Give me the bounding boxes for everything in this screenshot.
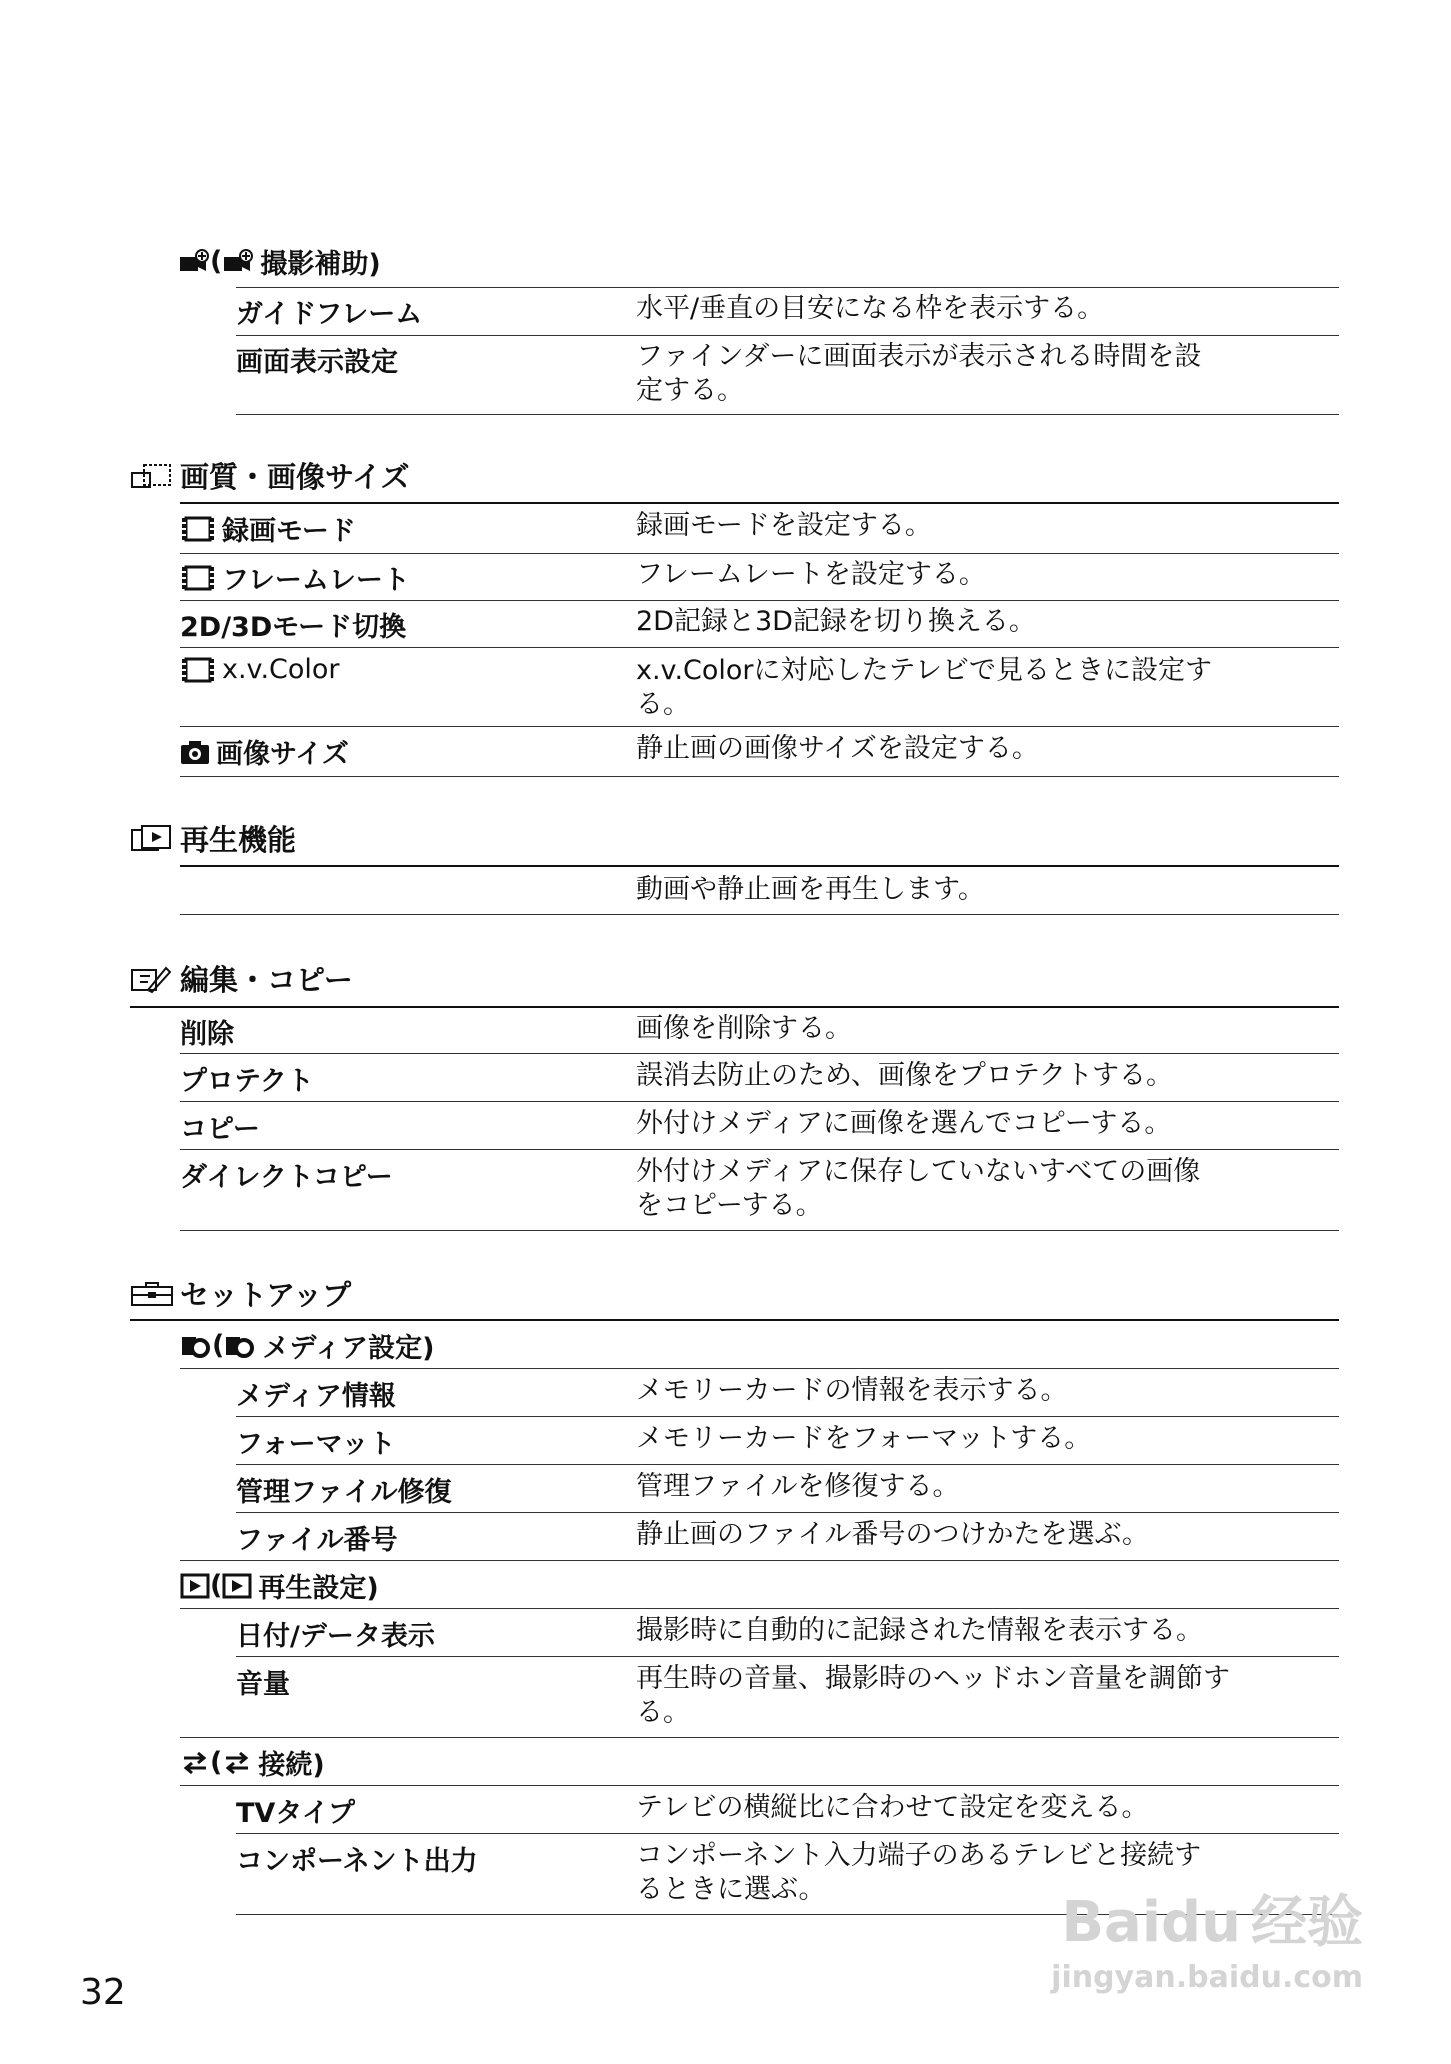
divider — [180, 1608, 1339, 1609]
watermark-url: jingyan.baidu.com — [1051, 1960, 1363, 1995]
desc-display-setting: ファインダーに画面表示が表示される時間を設 定する。 — [636, 341, 1202, 406]
divider — [180, 865, 1339, 867]
divider — [180, 1368, 1339, 1369]
camera-assist-icon — [222, 249, 254, 275]
divider — [180, 726, 1339, 727]
divider — [180, 600, 1339, 601]
label-2d3d-mode: 2D/3Dモード切換 — [180, 612, 407, 643]
divider — [180, 647, 1339, 648]
label-image-size: 画像サイズ — [180, 732, 349, 771]
divider — [236, 335, 1339, 336]
divider — [180, 1149, 1339, 1150]
label-file-number: ファイル番号 — [236, 1525, 398, 1556]
connection-heading: ( 接続) — [180, 1743, 325, 1782]
desc-xvcolor: x.v.Colorに対応したテレビで見るときに設定す る。 — [636, 655, 1212, 720]
label-display-setting: 画面表示設定 — [236, 347, 398, 378]
play-icon — [222, 1573, 252, 1599]
divider — [180, 1053, 1339, 1054]
film-icon — [180, 656, 216, 684]
image-size-icon — [130, 461, 174, 491]
label-component-out: コンポーネント出力 — [236, 1846, 478, 1877]
label-repair-file: 管理ファイル修復 — [236, 1477, 452, 1508]
camera-icon — [180, 739, 210, 765]
label-tv-type: TVタイプ — [236, 1798, 355, 1829]
divider — [236, 1833, 1339, 1834]
desc-component-out: コンポーネント入力端子のあるテレビと接続す るときに選ぶ。 — [636, 1840, 1202, 1905]
divider — [236, 1416, 1339, 1417]
desc-direct-copy: 外付けメディアに保存していないすべての画像 をコピーする。 — [636, 1156, 1201, 1221]
edit-copy-heading: 編集・コピー — [130, 958, 353, 999]
play-icon — [180, 1573, 210, 1599]
divider — [236, 414, 1339, 415]
desc-repair-file: 管理ファイルを修復する。 — [636, 1471, 960, 1502]
desc-image-size: 静止画の画像サイズを設定する。 — [636, 733, 1039, 764]
label-delete: 削除 — [180, 1019, 234, 1050]
divider — [236, 1512, 1339, 1513]
divider — [236, 1656, 1339, 1657]
desc-volume: 再生時の音量、撮影時のヘッドホン音量を調節す る。 — [636, 1663, 1230, 1728]
divider — [180, 1737, 1339, 1738]
divider — [180, 776, 1339, 777]
label-format: フォーマット — [236, 1429, 396, 1460]
media-icon — [180, 1333, 212, 1359]
desc-playback: 動画や静止画を再生します。 — [636, 874, 985, 905]
desc-frame-rate: フレームレートを設定する。 — [636, 559, 986, 590]
label-date-data: 日付/データ表示 — [236, 1621, 435, 1652]
edit-icon — [130, 964, 174, 994]
playback-icon — [130, 824, 174, 854]
label-protect: プロテクト — [180, 1066, 314, 1097]
desc-guide-frame: 水平/垂直の目安になる枠を表示する。 — [636, 293, 1105, 324]
label-volume: 音量 — [236, 1669, 290, 1700]
divider — [180, 553, 1339, 554]
label-frame-rate: フレームレート — [180, 558, 410, 597]
media-icon — [224, 1333, 256, 1359]
page-number: 32 — [80, 1972, 126, 2013]
desc-protect: 誤消去防止のため、画像をプロテクトする。 — [636, 1060, 1174, 1091]
desc-tv-type: テレビの横縦比に合わせて設定を変える。 — [636, 1792, 1149, 1823]
divider — [180, 914, 1339, 915]
label-guide-frame: ガイドフレーム — [236, 299, 423, 330]
desc-2d3d-mode: 2D記録と3D記録を切り換える。 — [636, 606, 1036, 637]
toolbox-icon — [130, 1279, 174, 1309]
label-media-info: メディア情報 — [236, 1381, 396, 1412]
desc-media-info: メモリーカードの情報を表示する。 — [636, 1375, 1068, 1406]
divider — [130, 1006, 1339, 1008]
connect-icon — [180, 1750, 210, 1776]
label-direct-copy: ダイレクトコピー — [180, 1162, 393, 1193]
film-icon — [180, 564, 216, 592]
divider — [236, 1464, 1339, 1465]
divider — [180, 502, 1339, 504]
shooting-assist-heading: ( 撮影補助) — [178, 242, 381, 281]
divider — [180, 1230, 1339, 1231]
divider — [180, 1785, 1339, 1786]
desc-rec-mode: 録画モードを設定する。 — [636, 510, 932, 541]
desc-copy: 外付けメディアに画像を選んでコピーする。 — [636, 1108, 1172, 1139]
desc-date-data: 撮影時に自動的に記録された情報を表示する。 — [636, 1615, 1203, 1646]
desc-file-number: 静止画のファイル番号のつけかたを選ぶ。 — [636, 1519, 1149, 1550]
divider — [236, 287, 1339, 288]
desc-format: メモリーカードをフォーマットする。 — [636, 1423, 1092, 1454]
playback-heading: 再生機能 — [130, 818, 296, 859]
divider — [180, 1560, 1339, 1561]
divider — [180, 1101, 1339, 1102]
camera-assist-icon — [178, 249, 210, 275]
label-rec-mode: 録画モード — [180, 509, 356, 548]
setup-heading: セットアップ — [130, 1273, 351, 1314]
film-icon — [180, 515, 216, 543]
image-quality-heading: 画質・画像サイズ — [130, 455, 410, 496]
media-settings-heading: ( メディア設定) — [180, 1326, 435, 1365]
connect-icon — [222, 1750, 252, 1776]
label-copy: コピー — [180, 1114, 260, 1145]
label-xvcolor: x.v.Color — [180, 654, 340, 685]
playback-settings-heading: ( 再生設定) — [180, 1566, 379, 1605]
desc-delete: 画像を削除する。 — [636, 1013, 852, 1044]
watermark-logo: Baidu 经验 — [1061, 1890, 1363, 1955]
divider — [130, 1319, 1339, 1321]
